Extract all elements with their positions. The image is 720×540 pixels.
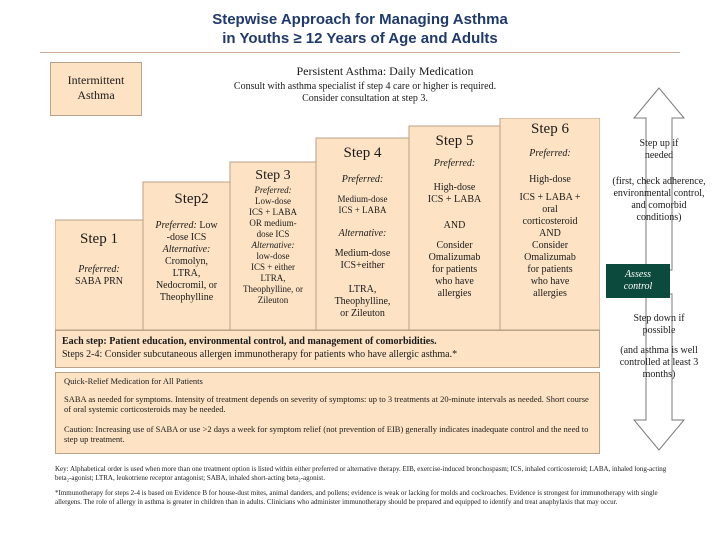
step-5-alt-line-5: allergies [437,288,472,299]
step-2-preferred-value: Low [199,220,218,231]
step-down-label: Step down if possible [633,313,685,336]
step-5 [409,132,500,300]
persistent-line-2: Consider consultation at step 3. [302,93,428,104]
step-3-alt-line-3: LTRA, [260,273,286,283]
quick-relief-title: Quick-Relief Medication for All Patients [64,376,203,386]
step-6-title: Step 6 [531,121,569,137]
step-3 [230,167,316,306]
title-line-1: Stepwise Approach for Managing Asthma [212,11,508,28]
step-4 [316,144,409,320]
step-4-preferred-label: Preferred: [341,174,384,185]
step-2-preferred-line: -dose ICS [166,232,207,243]
step-up-text [604,138,714,224]
education-line-2: Steps 2-4: Consider subcutaneous allergen immunotherapy for patients who have allergic asthma.* [62,349,458,360]
step-5-alt-line-3: for patients [431,264,478,275]
step-3-preferred-label: Preferred: [254,185,292,195]
step-6-line-1: High-dose [529,174,571,185]
step-5-alt-line-2: Omalizumab [428,252,481,263]
step-6-alt-line-4: who have [530,276,570,287]
step-2-alt-line-2: LTRA, [172,268,201,279]
step-4-alt-label: Alternative: [338,228,387,239]
quick-relief-box [55,372,600,454]
step-6-line-2: ICS + LABA + [519,192,581,203]
assess-control-box [606,264,670,298]
step-2 [143,190,230,304]
persistent-line-1: Consult with asthma specialist if step 4 care or higher is required. [233,81,497,92]
step-4-line-1: Medium-dose [337,194,388,204]
step-3-alt-line-5: Zileuton [257,295,289,305]
step-up-label: Step up if needed [639,138,679,161]
step-5-line-2: ICS + LABA [427,194,482,205]
step-4-alt-line-2: ICS+either [340,260,385,271]
step-6-alt-line-5: allergies [533,288,567,299]
step-2-alt-line-3: Nedocromil, or [155,280,218,291]
step-6-alt-line-2: Omalizumab [524,252,576,263]
step-3-alt-line-1: low-dose [256,251,290,261]
step-2-title: Step2 [174,191,209,207]
step-4-alt-line-1: Medium-dose [334,248,391,259]
abbreviation-key: Key: Alphabetical order is used when more than one treatment option is listed within either preferred or alternative therapy. EIB, exercise-induced bronchospasm; ICS, inhaled corticosteroid; LABA, inhaled long-acting beta₂-agonist; LTRA, leukotriene receptor antagonist; SABA, inhaled short-acting beta₂-agonist. [55,465,667,482]
step-5-alt-line-4: who have [435,276,474,287]
intermittent-line-1: Intermittent [67,73,125,87]
step-6-line-3: oral [542,204,558,215]
step-2-alt-line-4: Theophylline [159,292,214,303]
step-down-text [604,313,714,381]
step-4-alt-spacer [316,272,409,284]
step-3-alt-line-4: Theophylline, or [243,284,303,294]
step-4-alt-line-5: Theophylline, [334,296,391,307]
step-5-title: Step 5 [435,133,474,149]
step-2-alt-label: Alternative: [162,244,211,255]
step-1-preferred-label: Preferred: [78,264,120,275]
step-1-title: Step 1 [80,231,118,247]
education-line-1: Each step: Patient education, environmental control, and management of comorbidities. [62,336,437,347]
step-5-alt-line-1: Consider [436,240,473,251]
step-2-alt-line-1: Cromolyn, [164,256,209,267]
step-6-line-4: corticosteroid [522,216,578,227]
step-2-preferred-label: Preferred: [155,220,197,231]
step-6 [500,120,600,300]
title-line-2: in Youths ≥ 12 Years of Age and Adults [222,30,498,47]
quick-relief-para-1: SABA as needed for symptoms. Intensity of treatment depends on severity of symptoms: up to 3 treatments at 20-minute intervals as needed. Short course of oral systemic corticosteroids may be needed. [64,394,589,414]
quick-relief-para-2: Caution: Increasing use of SABA or use >2 days a week for symptom relief (not prevention of EIB) generally indicates inadequate control and the need to step up treatment. [64,424,589,444]
assess-control-label: Assess control [623,269,653,292]
intermittent-line-2: Asthma [77,88,115,102]
step-2-preferred [143,220,230,232]
page-title [0,10,720,48]
step-3-line-1: Low-dose [255,196,291,206]
step-6-alt-line-1: Consider [531,240,569,251]
step-4-title: Step 4 [343,145,382,161]
education-box [55,330,600,368]
step-3-alt-label: Alternative: [251,240,295,250]
step-3-line-4: dose ICS [256,229,290,239]
persistent-header [150,64,580,105]
step-4-line-2: ICS + LABA [338,205,387,215]
step-6-and-label: AND [539,228,561,239]
step-1 [55,230,143,288]
step-up-detail: (first, check adherence, environmental control, and comorbid conditions) [612,176,706,223]
intermittent-asthma-box [50,62,142,116]
step-down-detail: (and asthma is well controlled at least 3 months) [619,345,699,380]
step-5-preferred-label: Preferred: [433,158,476,169]
step-1-preferred-value: SABA PRN [74,276,124,287]
step-6-alt-line-3: for patients [527,264,573,275]
immunotherapy-footnote: *Immunotherapy for steps 2-4 is based on Evidence B for house-dust mites, animal danders, and pollens; evidence is weak or lacking for molds and cockroaches. Evidence is strongest for immunotherapy with single allergens. The role of allergy in asthma is greater in children than in adults. Clinicians who administer immunotherapy should be prepared and equipped to identify and treat anaphylaxis that may occur. [55,489,658,506]
step-4-alt-line-6: or Zileuton [340,308,385,319]
step-3-alt-line-2: ICS + either [250,262,296,272]
step-5-line-1: High-dose [433,182,476,193]
step-6-preferred-label: Preferred: [529,148,571,159]
step-5-and-label: AND [443,220,466,231]
step-3-line-2: ICS + LABA [248,207,298,217]
step-4-alt-line-4: LTRA, [348,284,377,295]
persistent-title: Persistent Asthma: Daily Medication [296,64,474,78]
step-3-title: Step 3 [255,168,291,183]
title-divider [40,52,680,53]
step-3-line-3: OR medium- [249,218,297,228]
